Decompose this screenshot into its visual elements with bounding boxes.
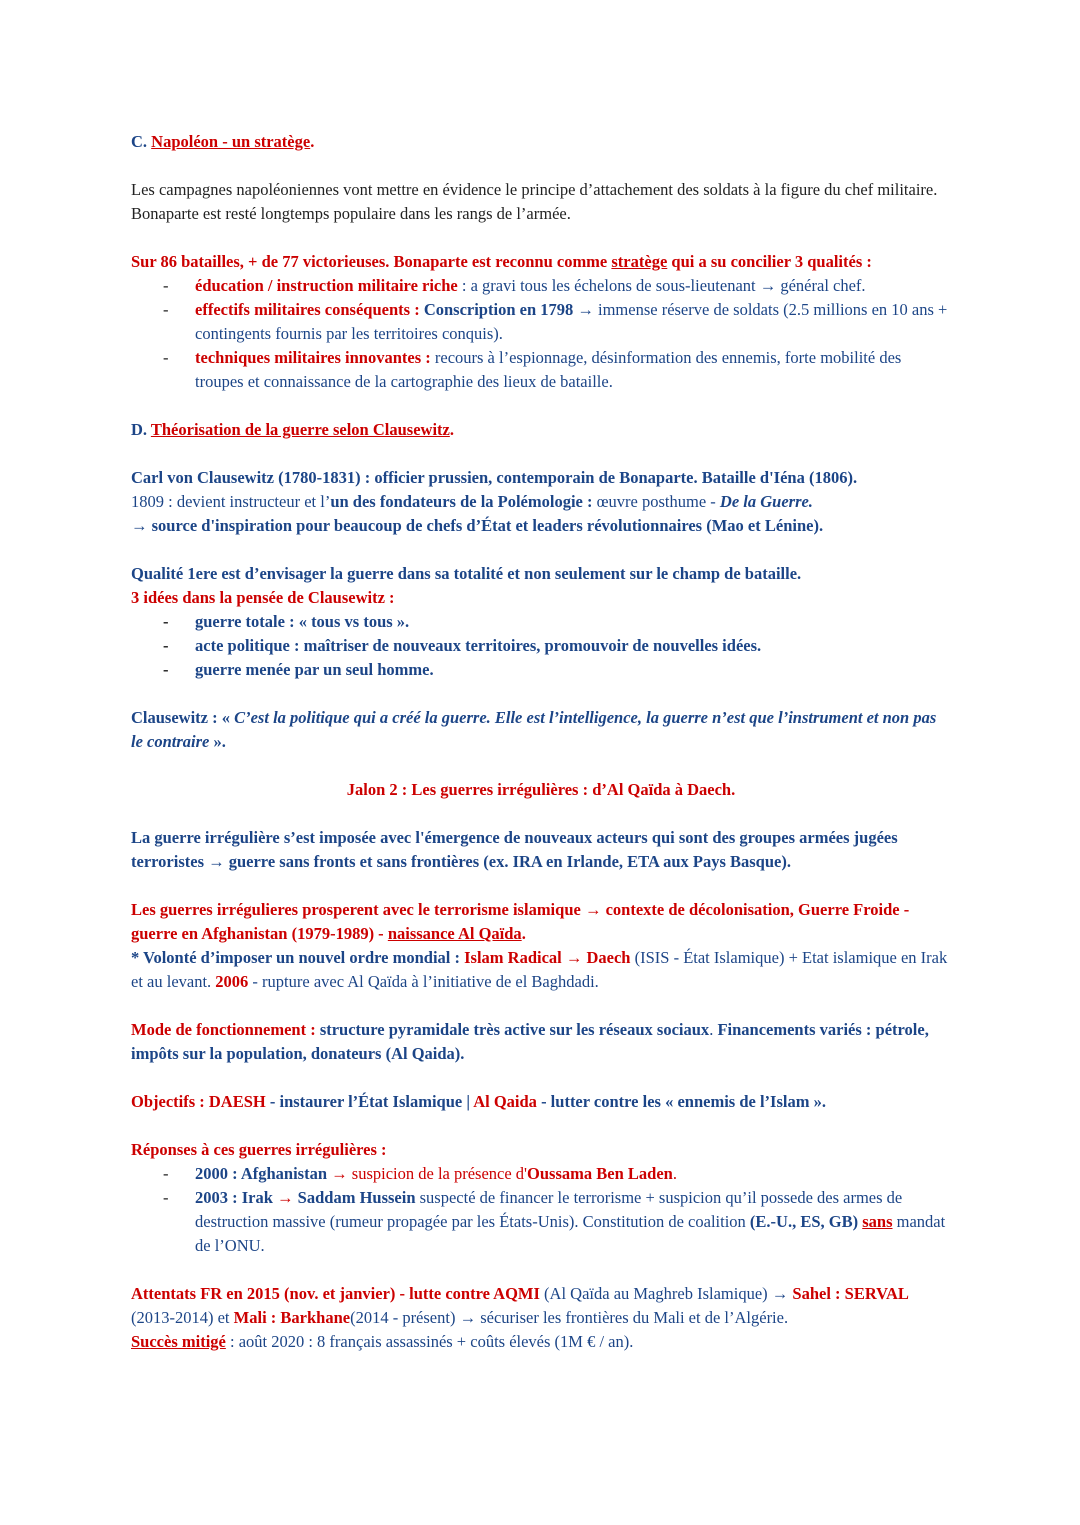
stratege-word: stratège	[611, 252, 668, 271]
section-d-title: Théorisation de la guerre selon Clausewitz	[150, 420, 450, 439]
responses-list	[131, 1162, 951, 1258]
paragraph-batailles: Sur 86 batailles, + de 77 victorieuses. Bonaparte est reconnu comme stratège qui a su concilier 3 qualités :	[131, 252, 872, 271]
clausewitz-quote: Clausewitz : « C’est la politique qui a créé la guerre. Elle est l’intelligence, la guerre n’est que l’instrument et non pas le contraire ».	[131, 708, 937, 751]
list-item: - techniques militaires innovantes : recours à l’espionnage, désinformation des ennemis, forte mobilité des troupes et connaissance de la cartographie des lieux de bataille.	[131, 346, 951, 394]
list-item: - acte politique : maîtriser de nouveaux territoires, promouvoir de nouvelles idées.	[131, 634, 951, 658]
paragraph-objectifs: Objectifs : DAESH - instaurer l’État Islamique | Al Qaida - lutter contre les « ennemis de l’Islam ».	[131, 1092, 826, 1111]
list-item: - 2003 : Irak → Saddam Hussein suspecté de financer le terrorisme + suspicion qu’il possede des armes de destruction massive (rumeur propagée par les États-Unis). Constitution de coalition (E.-U., ES, GB) sans mandat de l’ONU.	[131, 1186, 951, 1258]
jalon-2-heading: Jalon 2 : Les guerres irrégulières : d’Al Qaïda à Daech.	[346, 780, 736, 799]
paragraph-qualite: Qualité 1ere est d’envisager la guerre dans sa totalité et non seulement sur le champ de bataille. 3 idées dans la pensée de Clausewitz :	[131, 564, 802, 607]
paragraph-attentats: Attentats FR en 2015 (nov. et janvier) - lutte contre AQMI (Al Qaïda au Maghreb Islamique) → Sahel : SERVAL (2013-2014) et Mali : Barkhane(2014 - présent) → sécuriser les frontières du Mali et de l’Algérie. Succès mitigé : août 2020 : 8 français assassinés + coûts élevés (1M € / an).	[131, 1284, 909, 1351]
clausewitz-ideas-list	[131, 610, 951, 682]
paragraph-reponses-title: Réponses à ces guerres irrégulières :	[131, 1140, 387, 1159]
list-item: - guerre totale : « tous vs tous ».	[131, 610, 951, 634]
qualities-list	[131, 274, 951, 394]
list-item: - effectifs militaires conséquents : Conscription en 1798 → immense réserve de soldats (2.5 millions en 10 ans + contingents fournis par les territoires conquis).	[131, 298, 951, 346]
list-item: - guerre menée par un seul homme.	[131, 658, 951, 682]
section-d-heading: D. Théorisation de la guerre selon Clausewitz.	[131, 420, 454, 439]
paragraph-terrorisme-islamique: Les guerres irrégulieres prosperent avec le terrorisme islamique → contexte de décolonisation, Guerre Froide - guerre en Afghanistan (1979-1989) - naissance Al Qaïda. * Volonté d’imposer un nouvel ordre mondial : Islam Radical → Daech (ISIS - État Islamique) + Etat islamique en Irak et au levant. 2006 - rupture avec Al Qaïda à l’initiative de el Baghdadi.	[131, 900, 948, 991]
list-item: - éducation / instruction militaire riche : a gravi tous les échelons de sous-lieutenant → général chef.	[131, 274, 951, 298]
paragraph-fonctionnement: Mode de fonctionnement : structure pyramidale très active sur les réseaux sociaux. Financements variés : pétrole, impôts sur la population, donateurs (Al Qaida).	[131, 1020, 929, 1063]
section-c-heading: C. Napoléon - un stratège.	[131, 132, 315, 151]
list-item: - 2000 : Afghanistan → suspicion de la présence d'Oussama Ben Laden.	[131, 1162, 951, 1186]
book-title: De la Guerre.	[719, 492, 813, 511]
paragraph-guerre-irreguliere: La guerre irrégulière s’est imposée avec l'émergence de nouveaux acteurs qui sont des groupes armées jugées terroristes → guerre sans fronts et sans frontières (ex. IRA en Irlande, ETA aux Pays Basque).	[131, 828, 898, 871]
section-c-title: Napoléon - un stratège	[151, 132, 311, 151]
paragraph-intro-napoleon: Les campagnes napoléoniennes vont mettre en évidence le principe d’attachement des soldats à la figure du chef militaire. Bonaparte est resté longtemps populaire dans les rangs de l’armée.	[131, 180, 938, 223]
paragraph-clausewitz-bio: Carl von Clausewitz (1780-1831) : officier prussien, contemporain de Bonaparte. Bataille d'Iéna (1806). 1809 : devient instructeur et l’un des fondateurs de la Polémologie : œuvre posthume - De la Guerre. → source d'inspiration pour beaucoup de chefs d’État et leaders révolutionnaires (Mao et Lénine).	[131, 468, 858, 535]
